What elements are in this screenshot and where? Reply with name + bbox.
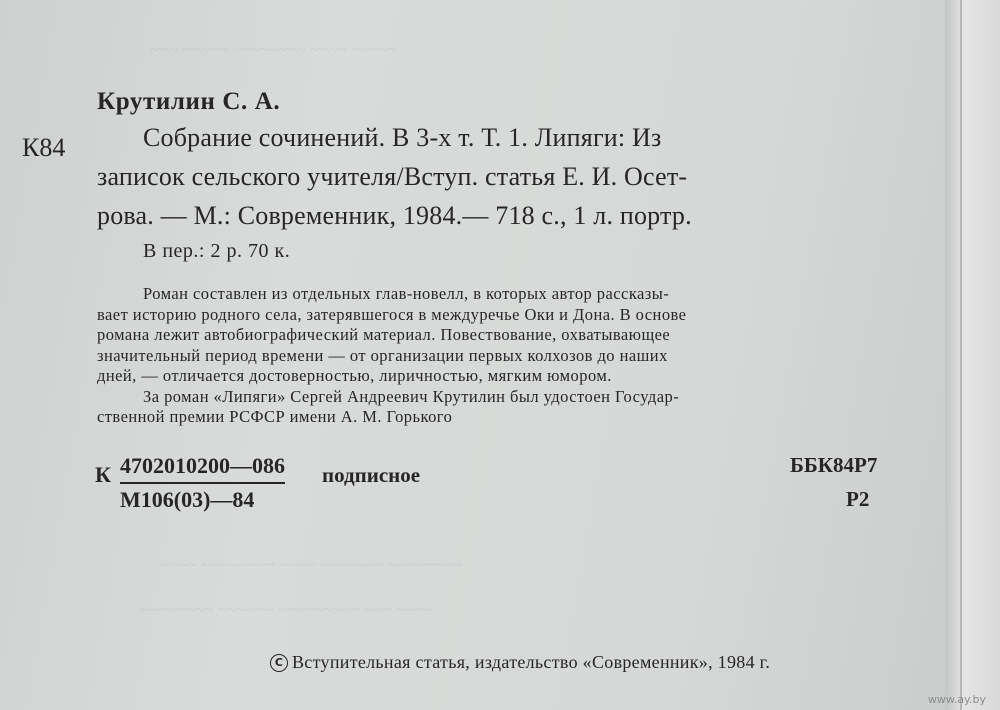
index-numerator: 4702010200—086 bbox=[120, 450, 285, 484]
abstract bbox=[97, 284, 686, 428]
bleed-through-text: ~~~~ ~~~~~~~~ ~~~~ ~~~~~~~ ~~~~~~~~ bbox=[160, 555, 463, 574]
abstract-line: ственной премии РСФСР имени А. М. Горького bbox=[97, 407, 453, 426]
copyright-text: Вступительная статья, издательство «Современник», 1984 г. bbox=[292, 652, 771, 672]
bibliographic-description bbox=[97, 118, 692, 235]
subscription-note: подписное bbox=[322, 463, 421, 487]
abstract-line: Роман составлен из отдельных глав-новелл, в которых автор рассказы- bbox=[143, 284, 670, 303]
index-denominator: М106(03)—84 bbox=[120, 487, 255, 512]
abstract-line: дней, — отличается достоверностью, лиричностью, мягким юмором. bbox=[97, 366, 612, 385]
abstract-line: значительный период времени — от организации первых колхозов до наших bbox=[97, 345, 668, 365]
index-letter: К bbox=[95, 462, 111, 487]
bib-line: записок сельского учителя/Вступ. статья Е. И. Осет- bbox=[97, 162, 688, 191]
abstract-line: вает историю родного села, затерявшегося в междуречье Оки и Дона. В основе bbox=[97, 304, 687, 324]
bib-line: рова. — М.: Современник, 1984.— 718 с., 1 л. портр. bbox=[97, 201, 692, 230]
library-code: К84 bbox=[22, 133, 66, 162]
index-fraction bbox=[120, 450, 285, 515]
author-name: Крутилин С. А. bbox=[97, 88, 281, 115]
page-edge bbox=[945, 0, 1000, 710]
bib-line: Собрание сочинений. В 3-х т. Т. 1. Липяги: Из bbox=[143, 123, 662, 152]
abstract-line: За роман «Липяги» Сергей Андреевич Крутилин был удостоен Государ- bbox=[143, 386, 680, 406]
classification-code: Р2 bbox=[846, 487, 870, 511]
bleed-through-text: ~~~ ~~~~~ ~~~~~~~~ ~~~~ ~~~~~ bbox=[150, 40, 397, 59]
copyright-line bbox=[270, 652, 770, 673]
abstract-line: романа лежит автобиографический материал. Повествование, охватывающее bbox=[97, 325, 671, 344]
watermark: www.ay.by bbox=[927, 693, 986, 706]
page-fold-line bbox=[960, 0, 962, 710]
price-line: В пер.: 2 р. 70 к. bbox=[143, 240, 291, 262]
copyright-icon: C bbox=[270, 654, 288, 672]
bbk-code: ББК84Р7 bbox=[790, 453, 878, 477]
bleed-through-text: ~~~~~~~~ ~~~~~~ ~~~~~~~~~ ~~~ ~~~~ bbox=[140, 600, 433, 619]
